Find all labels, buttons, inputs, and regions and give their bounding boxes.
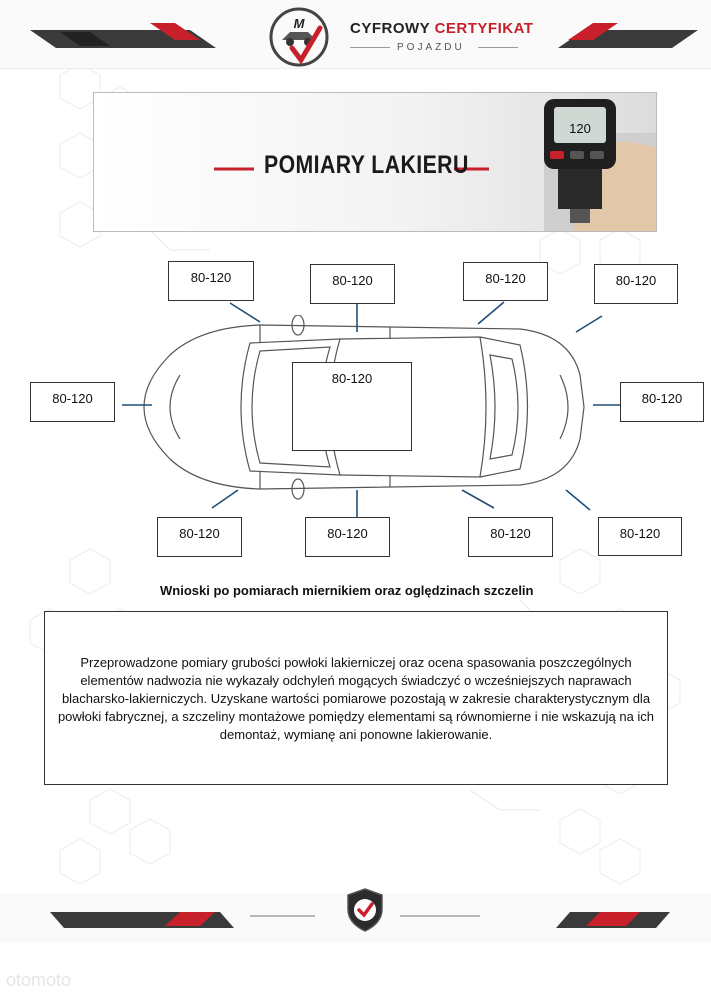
measurement-front-bumper-hood: 80-120 — [30, 382, 115, 422]
measurement-roof: 80-120 — [292, 362, 412, 451]
measurement-front-right-fender: 80-120 — [157, 517, 242, 557]
measurement-front-left-door: 80-120 — [168, 261, 254, 301]
brand-subtitle: POJAZDU — [397, 42, 465, 53]
measurement-left-mirror: 80-120 — [310, 264, 395, 304]
measurement-trunk: 80-120 — [620, 382, 704, 422]
conclusions-text: Przeprowadzone pomiary grubości powłoki lakierniczej oraz ocena spasowania poszczególnych elementów nadwozia nie wykazały odchyleń mogących świadczyć o wcześniejszych naprawach blacharsko-lakierniczych. Uzyskane wartości pomiarowe pozostają w zakresie charakterystycznym dla powłoki fabrycznej, a szczeliny montażowe pomiędzy elementami są równomierne i nie wskazują na ich demontaż, wymianę ani ponowne lakierowanie. — [57, 655, 655, 742]
banner-title: POMIARY LAKIERU — [264, 151, 469, 179]
footer-shield-icon — [346, 887, 384, 933]
measurement-rear-right-fender: 80-120 — [598, 517, 682, 556]
watermark: otomoto — [6, 970, 72, 990]
footer-right-stripes — [400, 902, 690, 932]
logo-letter: M — [293, 16, 305, 31]
measurement-rear-right-door: 80-120 — [468, 517, 553, 557]
brand-title-part2: CERTYFIKAT — [434, 20, 534, 37]
measurement-rear-left-door: 80-120 — [463, 262, 548, 301]
measurement-rear-left-fender: 80-120 — [594, 264, 678, 304]
gauge-display-value: 120 — [569, 121, 591, 136]
brand-title-part1: CYFROWY — [350, 20, 430, 37]
conclusions-title: Wnioski po pomiarach miernikiem oraz oględzinach szczelin — [160, 583, 534, 598]
measurement-front-right-door: 80-120 — [305, 517, 390, 557]
footer-left-stripes — [30, 902, 320, 932]
conclusions-box — [44, 611, 668, 785]
